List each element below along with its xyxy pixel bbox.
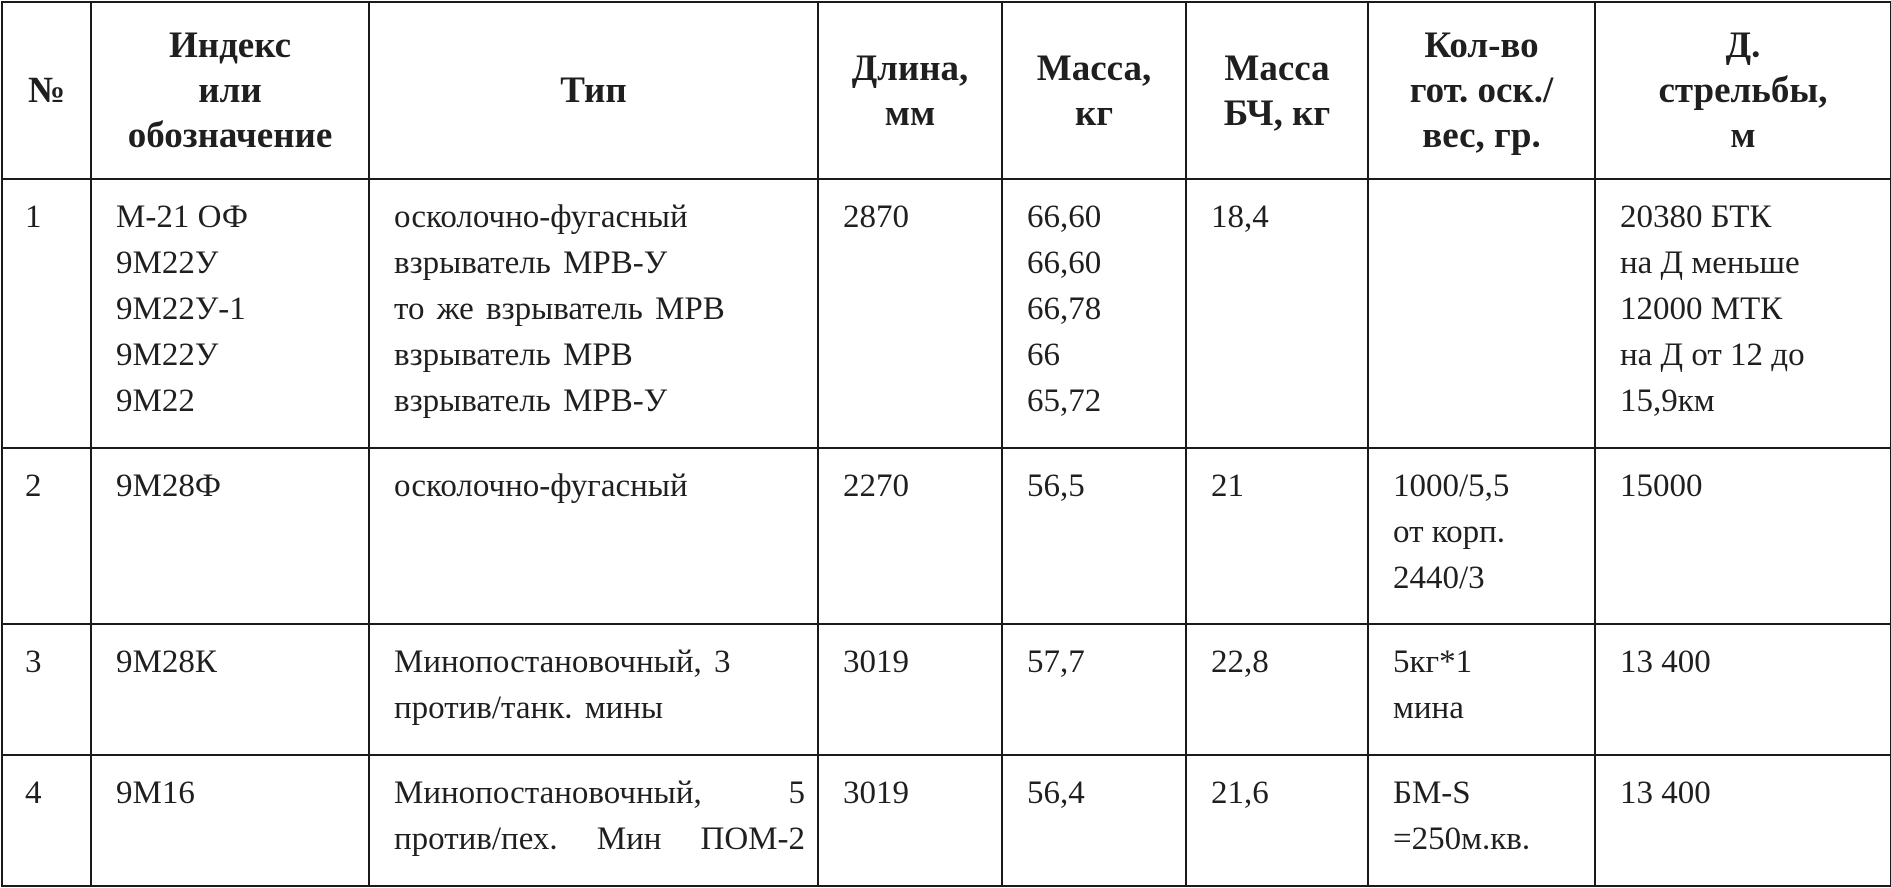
- header-mass: Масса, кг: [1002, 2, 1186, 179]
- header-warhead-mass: Масса БЧ, кг: [1186, 2, 1368, 179]
- cell-number: 3: [2, 624, 91, 755]
- table-row: [2, 448, 1891, 624]
- cell-number: 2: [2, 448, 91, 624]
- cell-fragments: 5кг*1 мина: [1368, 624, 1595, 755]
- cell-fragments: 1000/5,5 от корп. 2440/3: [1368, 448, 1595, 624]
- cell-mass: 56,4: [1002, 755, 1186, 886]
- rocket-specs-table: [1, 1, 1891, 887]
- cell-range: 15000: [1595, 448, 1891, 624]
- cell-warhead-mass: 21: [1186, 448, 1368, 624]
- cell-number: 1: [2, 179, 91, 448]
- cell-mass: 66,60 66,60 66,78 66 65,72: [1002, 179, 1186, 448]
- cell-warhead-mass: 21,6: [1186, 755, 1368, 886]
- cell-length: 2870: [818, 179, 1002, 448]
- cell-fragments: [1368, 179, 1595, 448]
- cell-warhead-mass: 18,4: [1186, 179, 1368, 448]
- cell-range: 13 400: [1595, 624, 1891, 755]
- header-index: Индекс или обозначение: [91, 2, 369, 179]
- header-length: Длина, мм: [818, 2, 1002, 179]
- cell-mass: 56,5: [1002, 448, 1186, 624]
- cell-fragments: БМ-S =250м.кв.: [1368, 755, 1595, 886]
- cell-number: 4: [2, 755, 91, 886]
- table-row: [2, 755, 1891, 886]
- cell-length: 3019: [818, 624, 1002, 755]
- cell-warhead-mass: 22,8: [1186, 624, 1368, 755]
- cell-index: М-21 ОФ 9М22У 9М22У-1 9М22У 9М22: [91, 179, 369, 448]
- header-fragments: Кол-во гот. оск./ вес, гр.: [1368, 2, 1595, 179]
- cell-type: Минопостановочный, 5 против/пех. Мин ПОМ-2: [369, 755, 818, 886]
- cell-type: осколочно-фугасный взрыватель МРВ-У то же взрыватель МРВ взрыватель МРВ взрыватель МРВ-У: [369, 179, 818, 448]
- table-row: [2, 624, 1891, 755]
- cell-index: 9М28Ф: [91, 448, 369, 624]
- header-row: [2, 2, 1891, 179]
- cell-type: осколочно-фугасный: [369, 448, 818, 624]
- cell-range: 20380 БТК на Д меньше 12000 МТК на Д от 12 до 15,9км: [1595, 179, 1891, 448]
- table-row: [2, 179, 1891, 448]
- cell-mass: 57,7: [1002, 624, 1186, 755]
- header-range: Д. стрельбы, м: [1595, 2, 1891, 179]
- cell-length: 3019: [818, 755, 1002, 886]
- cell-type: Минопостановочный, 3 против/танк. мины: [369, 624, 818, 755]
- cell-index: 9М16: [91, 755, 369, 886]
- cell-index: 9М28К: [91, 624, 369, 755]
- cell-length: 2270: [818, 448, 1002, 624]
- header-number: №: [2, 2, 91, 179]
- header-type: Тип: [369, 2, 818, 179]
- cell-range: 13 400: [1595, 755, 1891, 886]
